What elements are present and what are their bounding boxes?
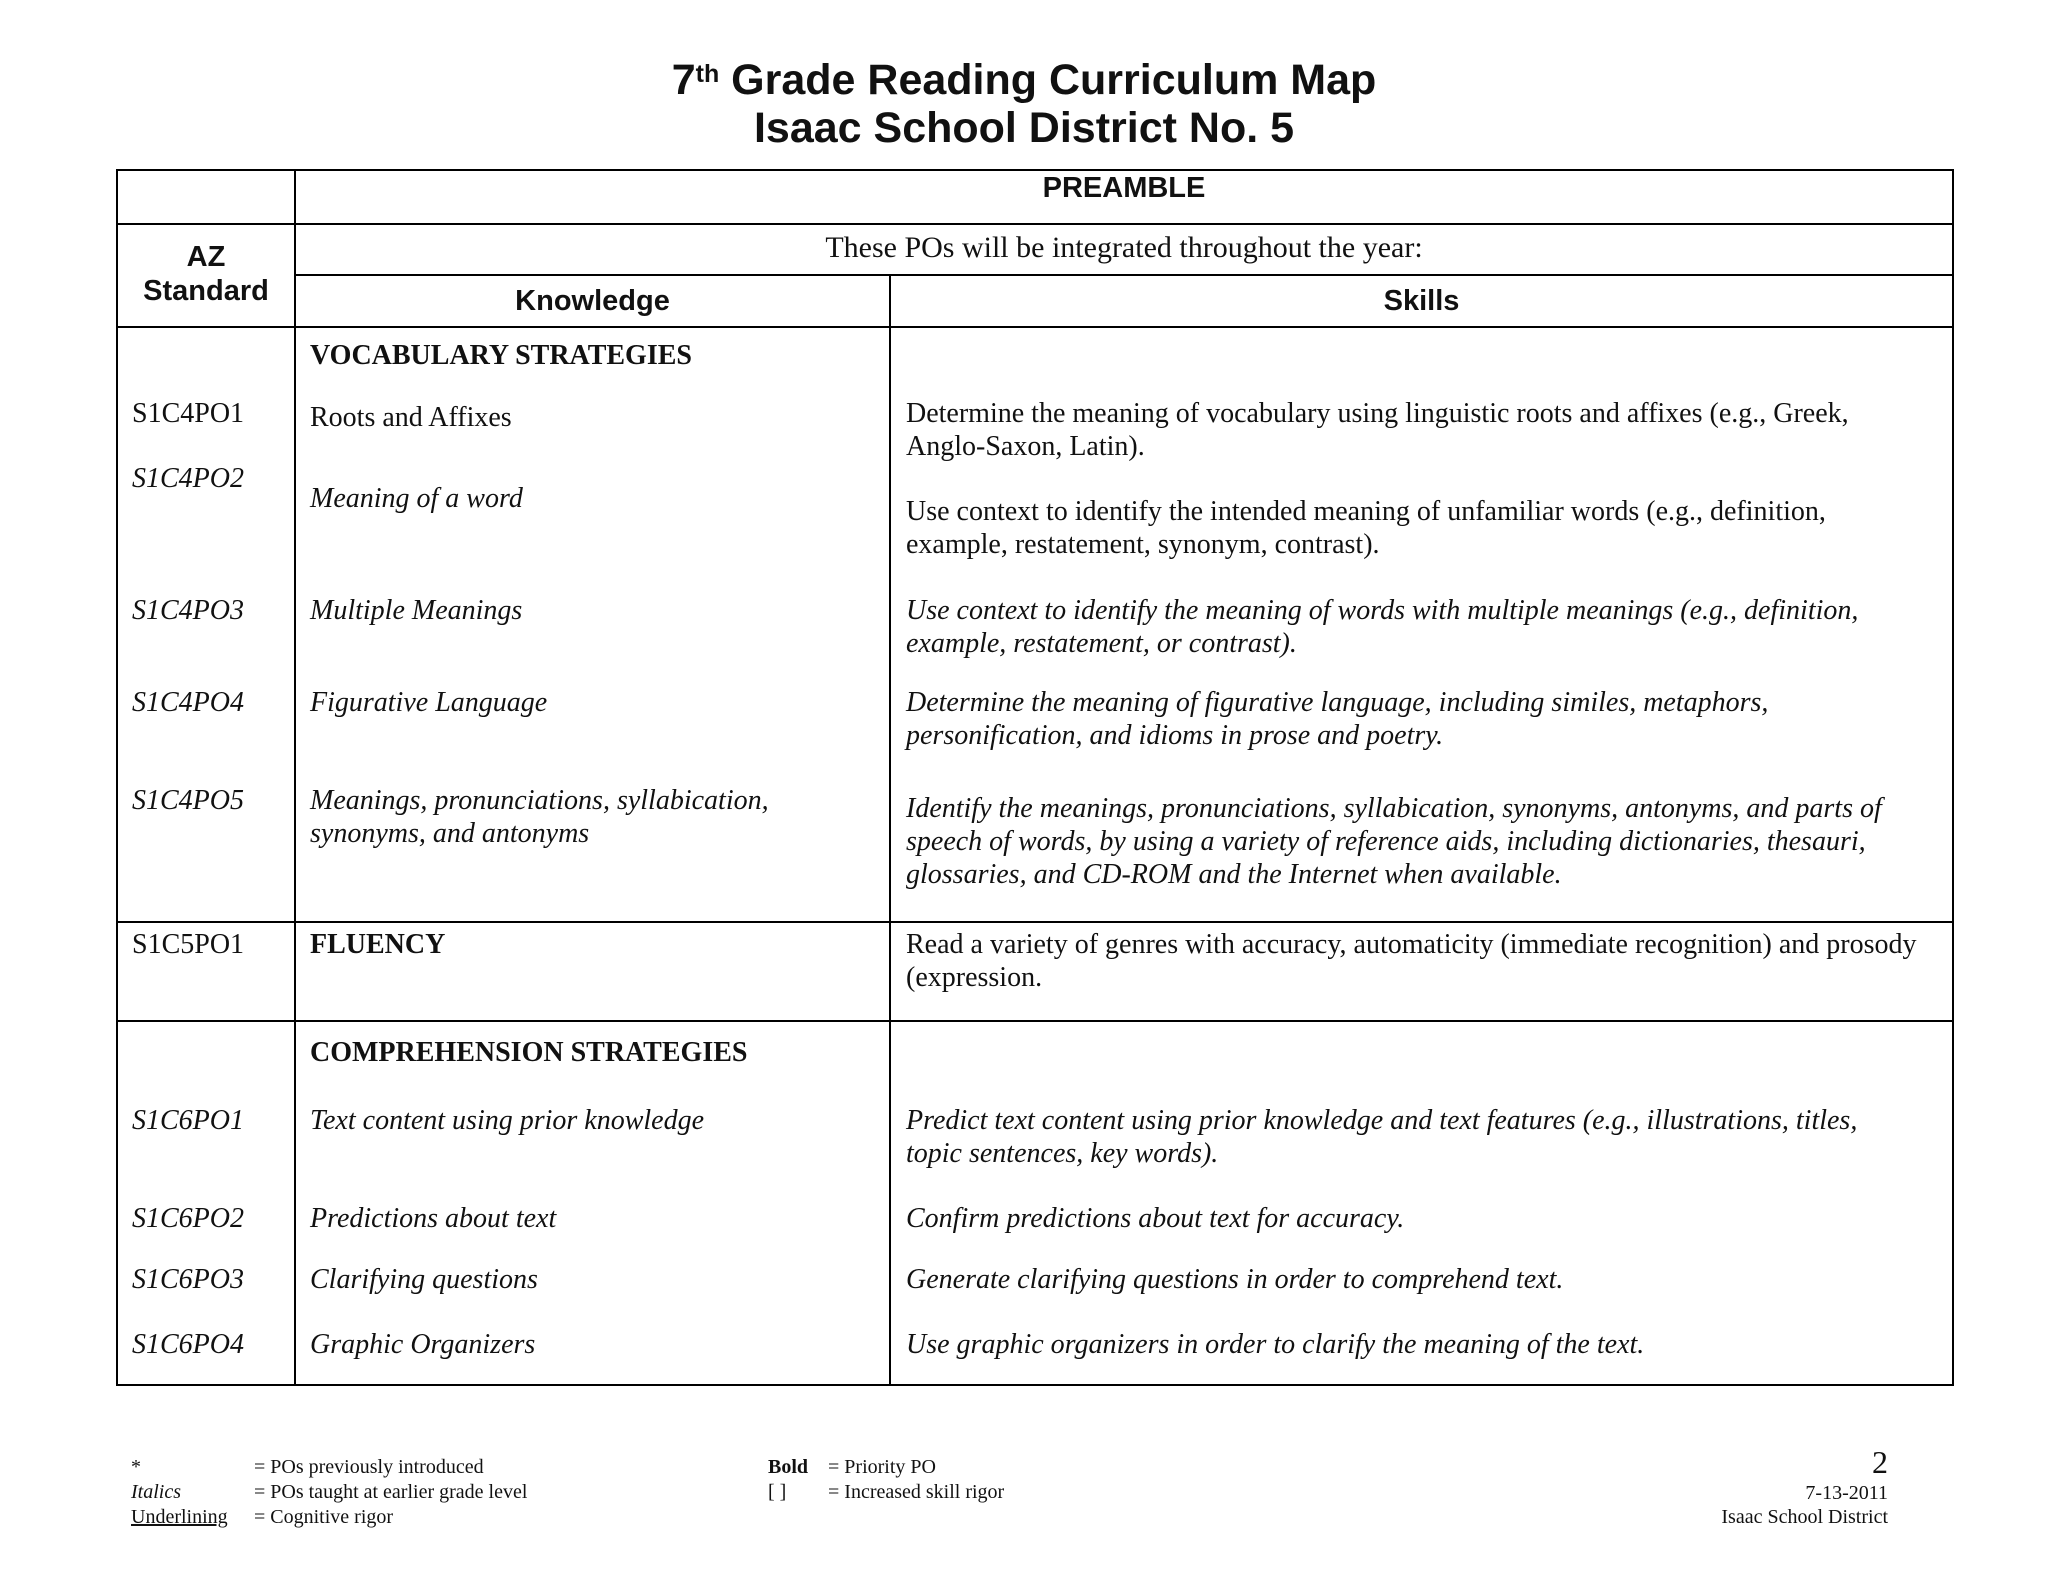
po-code: S1C6PO2: [132, 1203, 244, 1234]
skill-line: example, restatement, or contrast).: [906, 628, 1297, 659]
knowledge-item: Figurative Language: [310, 687, 548, 718]
po-code: S1C4PO4: [132, 687, 244, 718]
title-grade-number: 7: [671, 56, 696, 104]
legend-key: Bold: [768, 1456, 809, 1478]
skill-line: Use context to identify the intended meaning of unfamiliar words (e.g., definition,: [906, 496, 1826, 527]
legend-desc: = POs previously introduced: [254, 1456, 484, 1478]
vocab-heading: VOCABULARY STRATEGIES: [310, 340, 692, 371]
fluency-heading: FLUENCY: [310, 929, 446, 960]
curriculum-table: [116, 169, 1954, 1386]
legend-key: Underlining: [131, 1506, 228, 1528]
skill-line: speech of words, by using a variety of reference aids, including dictionaries, thesauri,: [906, 826, 1866, 857]
az-standard-line2: Standard: [143, 275, 269, 307]
knowledge-item: Text content using prior knowledge: [310, 1105, 705, 1136]
legend-desc: = POs taught at earlier grade level: [254, 1481, 528, 1503]
az-standard-line1: AZ: [186, 241, 226, 273]
skill-line: Read a variety of genres with accuracy, automaticity (immediate recognition) and prosody: [906, 929, 1917, 960]
skill-line: example, restatement, synonym, contrast).: [906, 529, 1380, 560]
skill-line: Generate clarifying questions in order to comprehend text.: [906, 1264, 1564, 1295]
skill-line: Determine the meaning of figurative language, including similes, metaphors,: [906, 687, 1769, 718]
skill-line: (expression.: [906, 962, 1043, 993]
skill-line: personification, and idioms in prose and poetry.: [906, 720, 1444, 751]
skill-line: Determine the meaning of vocabulary using linguistic roots and affixes (e.g., Greek,: [906, 398, 1849, 429]
knowledge-item: Roots and Affixes: [310, 402, 512, 433]
col-divider-1: [294, 171, 296, 1384]
po-code: S1C4PO5: [132, 785, 244, 816]
legend-desc: = Increased skill rigor: [828, 1481, 1005, 1503]
legend-key: [ ]: [768, 1481, 787, 1503]
legend-desc: = Priority PO: [828, 1456, 936, 1478]
skill-line: Use context to identify the meaning of words with multiple meanings (e.g., definition,: [906, 595, 1859, 626]
skill-line: Confirm predictions about text for accuracy.: [906, 1203, 1405, 1234]
title-rest: Grade Reading Curriculum Map: [719, 56, 1377, 104]
knowledge-item: Multiple Meanings: [310, 595, 523, 626]
po-code: S1C6PO1: [132, 1105, 244, 1136]
po-code: S1C5PO1: [132, 929, 245, 960]
row-divider-vocab: [118, 921, 1952, 923]
skill-line: Use graphic organizers in order to clarify the meaning of the text.: [906, 1329, 1645, 1360]
knowledge-item: synonyms, and antonyms: [310, 818, 590, 849]
revision-date: 7-13-2011: [1805, 1482, 1888, 1504]
po-code: S1C4PO3: [132, 595, 244, 626]
row-divider-header: [118, 326, 1952, 328]
skill-line: Identify the meanings, pronunciations, syllabication, synonyms, antonyms, and parts of: [906, 793, 1882, 824]
district-name: Isaac School District: [1721, 1506, 1888, 1528]
comprehension-heading: COMPREHENSION STRATEGIES: [310, 1037, 748, 1068]
knowledge-item: Predictions about text: [310, 1203, 557, 1234]
skills-header: Skills: [1383, 285, 1460, 317]
knowledge-header: Knowledge: [515, 285, 670, 317]
knowledge-item: Meanings, pronunciations, syllabication,: [310, 785, 769, 816]
page-title: [0, 56, 2048, 104]
skill-line: Predict text content using prior knowledge and text features (e.g., illustrations, titles,: [906, 1105, 1858, 1136]
po-code: S1C6PO3: [132, 1264, 244, 1295]
page-number: 2: [1872, 1444, 1888, 1480]
knowledge-item: Meaning of a word: [310, 483, 523, 514]
col-divider-2: [889, 274, 891, 1384]
knowledge-item: Clarifying questions: [310, 1264, 538, 1295]
row-divider-preamble: [118, 223, 1952, 225]
preamble-header: PREAMBLE: [1042, 172, 1206, 204]
title-superscript: th: [695, 60, 720, 88]
knowledge-item: Graphic Organizers: [310, 1329, 536, 1360]
skill-line: Anglo-Saxon, Latin).: [906, 431, 1145, 462]
po-code: S1C4PO2: [132, 463, 244, 494]
legend-key: Italics: [131, 1481, 181, 1503]
legend-desc: = Cognitive rigor: [254, 1506, 394, 1528]
legend-key: *: [131, 1456, 141, 1478]
row-divider-integrated: [294, 274, 1952, 276]
skill-line: topic sentences, key words).: [906, 1138, 1219, 1169]
integrated-note: These POs will be integrated throughout the year:: [825, 231, 1423, 264]
po-code: S1C6PO4: [132, 1329, 244, 1360]
row-divider-fluency: [118, 1020, 1952, 1022]
po-code: S1C4PO1: [132, 398, 245, 429]
skill-line: glossaries, and CD-ROM and the Internet when available.: [906, 859, 1562, 890]
page-subtitle: Isaac School District No. 5: [753, 104, 1295, 152]
